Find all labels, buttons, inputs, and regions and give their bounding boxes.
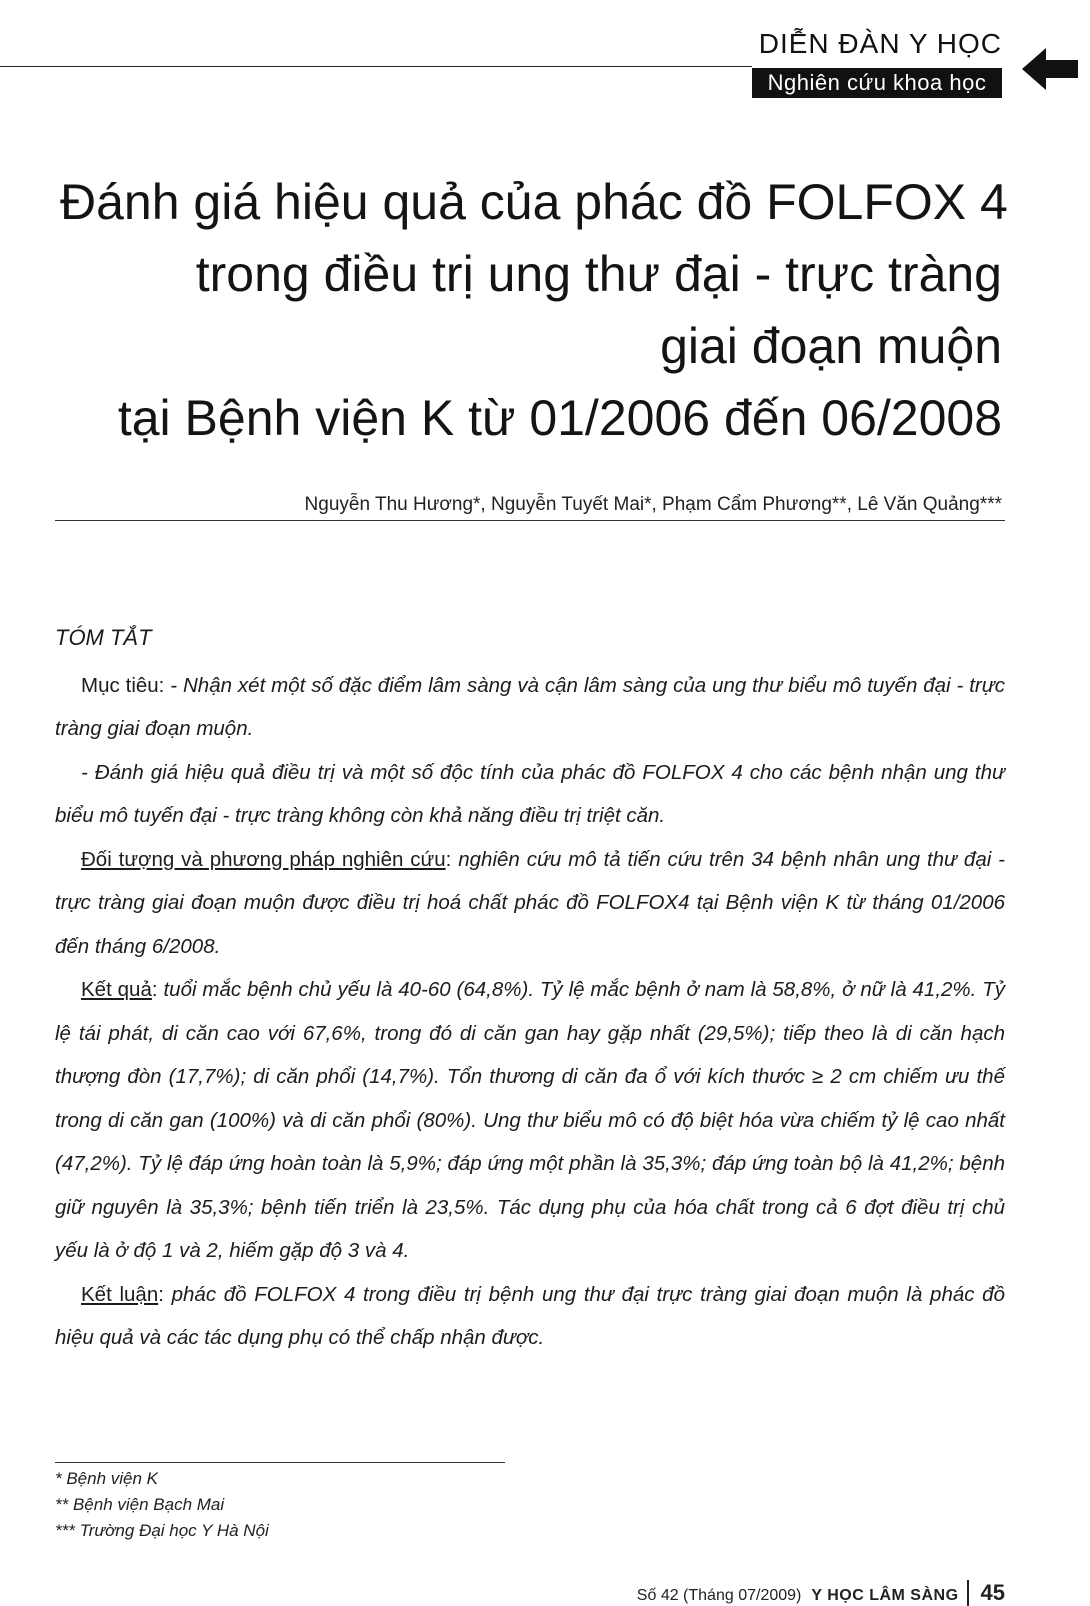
footnote: * Bệnh viện K (55, 1469, 159, 1488)
header-subsection-badge: Nghiên cứu khoa học (752, 68, 1002, 98)
objective-text-1: - Nhận xét một số đặc điểm lâm sàng và cận lâm sàng của ung thư biểu mô tuyến đại - trực tràng giai đoạn muộn. (55, 673, 1005, 740)
header-rule (0, 66, 752, 67)
page-number: 45 (980, 1580, 1005, 1605)
objective-paragraph (55, 664, 1005, 751)
title-line: giai đoạn muộn (660, 318, 1002, 374)
author-rule (55, 520, 1005, 521)
methods-text: nghiên cứu mô tả tiến cứu trên 34 bệnh nhân ung thư đại - trực tràng giai đoạn muộn được điều trị hoá chất phác đồ FOLFOX4 tại Bệnh viện K từ tháng 01/2006 đến tháng 6/2008. (55, 847, 1005, 958)
abstract (55, 616, 1005, 1360)
title-line: tại Bệnh viện K từ 01/2006 đến 06/2008 (117, 390, 1002, 446)
footnote-rule (55, 1462, 505, 1463)
footnotes (55, 1466, 269, 1544)
footer-divider (967, 1580, 969, 1606)
title-line: Đánh giá hiệu quả của phác đồ FOLFOX 4 (60, 174, 1008, 230)
abstract-heading: TÓM TẮT (55, 625, 152, 650)
title-line: trong điều trị ung thư đại - trực tràng (195, 246, 1002, 302)
results-label: Kết quả (81, 978, 152, 1001)
conclusion-label: Kết luận (81, 1282, 159, 1306)
objective-label: Mục tiêu: (81, 673, 165, 697)
footnote: ** Bệnh viện Bạch Mai (55, 1495, 225, 1514)
author-list: Nguyễn Thu Hương*, Nguyễn Tuyết Mai*, Phạm Cẩm Phương**, Lê Văn Quảng*** (304, 494, 1002, 515)
conclusion-paragraph: Kết luận: phác đồ FOLFOX 4 trong điều trị bệnh ung thư đại trực tràng giai đoạn muộn là phác đồ hiệu quả và các tác dụng phụ có thể chấp nhận được. (55, 1282, 1005, 1349)
article-title (60, 166, 1008, 454)
methods-label: Đối tượng và phương pháp nghiên cứu (81, 847, 446, 871)
journal-name: Y HỌC LÂM SÀNG (811, 1587, 959, 1604)
header-section-title: DIỄN ĐÀN Y HỌC (758, 28, 1002, 59)
results-paragraph: Kết quả: tuổi mắc bệnh chủ yếu là 40-60 (64,8%). Tỷ lệ mắc bệnh ở nam là 58,8%, ở nữ là 41,2%. Tỷ lệ tái phát, di căn cao với 67,6%, trong đó di căn gan hay gặp nhất (29,5%); tiếp theo là di căn hạch thượng đòn (17,7%); di căn phổi (14,7%). Tổn thương di căn đa ổ với kích thước ≥ 2 cm chiếm ưu thế trong di căn gan (100%) và di căn phổi (80%). Ung thư biểu mô có độ biệt hóa vừa chiếm tỷ lệ cao nhất (47,2%). Tỷ lệ đáp ứng hoàn toàn là 5,9%; đáp ứng một phần là 35,3%; đáp ứng toàn bộ là 41,2%; bệnh giữ nguyên là 35,3%; bệnh tiến triển là 23,5%. Tác dụng phụ của hóa chất trong cả 6 đợt điều trị chủ yếu là ở độ 1 và 2, hiếm gặp độ 3 và 4. (55, 978, 1005, 1262)
results-text: tuổi mắc bệnh chủ yếu là 40-60 (64,8%). Tỷ lệ mắc bệnh ở nam là 58,8%, ở nữ là 41,2%. Tỷ lệ tái phát, di căn cao với 67,6%, trong đó di căn gan hay gặp nhất (29,5%); tiếp theo là di căn hạch thượng đòn (17,7%); di căn phổi (14,7%). Tổn thương di căn đa ổ với kích thước ≥ 2 cm chiếm ưu thế trong di căn gan (100%) và di căn phổi (80%). Ung thư biểu mô có độ biệt hóa vừa chiếm tỷ lệ cao nhất (47,2%). Tỷ lệ đáp ứng hoàn toàn là 5,9%; đáp ứng một phần là 35,3%; đáp ứng toàn bộ là 41,2%; bệnh giữ nguyên là 35,3%; bệnh tiến triển là 23,5%. Tác dụng phụ của hóa chất trong cả 6 đợt điều trị chủ yếu là ở độ 1 và 2, hiếm gặp độ 3 và 4. (55, 978, 1005, 1262)
left-arrow-icon (1020, 44, 1080, 94)
issue-info: Số 42 (Tháng 07/2009) (636, 1587, 802, 1604)
page-footer (637, 1580, 1005, 1606)
conclusion-text: phác đồ FOLFOX 4 trong điều trị bệnh ung thư đại trực tràng giai đoạn muộn là phác đồ hiệu quả và các tác dụng phụ có thể chấp nhận được. (55, 1282, 1005, 1349)
objective-paragraph-2: - Đánh giá hiệu quả điều trị và một số độc tính của phác đồ FOLFOX 4 cho các bệnh nhận ung thư biểu mô tuyến đại - trực tràng không còn khả năng điều trị triệt căn. (55, 760, 1005, 827)
methods-paragraph: Đối tượng và phương pháp nghiên cứu: nghiên cứu mô tả tiến cứu trên 34 bệnh nhân ung thư đại - trực tràng giai đoạn muộn được điều trị hoá chất phác đồ FOLFOX4 tại Bệnh viện K từ tháng 01/2006 đến tháng 6/2008. (55, 847, 1005, 958)
footnote: *** Trường Đại học Y Hà Nội (55, 1521, 269, 1540)
